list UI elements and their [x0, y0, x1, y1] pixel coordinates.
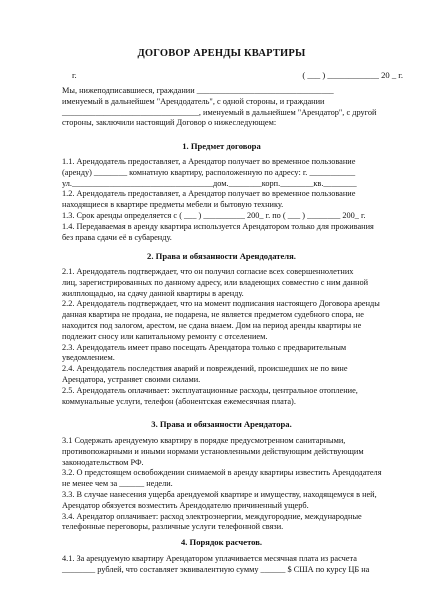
section-4-body [62, 554, 403, 576]
section-heading-4: 4. Порядок расчетов. [180, 537, 263, 547]
city-field: г. [72, 70, 77, 80]
text-line: 1.1. Арендодатель предоставляет, а Арендатор получает во временное пользование [62, 157, 356, 166]
text-line: законодательством РФ. [62, 457, 144, 467]
text-line: 3.4. Арендатор оплачивает: расход электроэнергии, междугородние, международные [62, 511, 362, 521]
text-line: 2.4. Арендодатель последствия аварий и повреждений, происшедших не по вине [62, 364, 348, 374]
text-line: данная квартира не продана, не подарена, не является предметом судебного спора, не [62, 310, 364, 320]
date-field: ( ___ ) ____________ 20 _ г. [302, 70, 403, 80]
text-line: противопожарными и иными нормами установленными действующим действующим [62, 446, 364, 456]
document-title: ДОГОВОР АРЕНДЫ КВАРТИРЫ [137, 48, 306, 59]
text-line: 1.2. Арендодатель предоставляет, а Арендатор получает во временное пользование [62, 189, 356, 199]
section-2-body [62, 267, 403, 407]
text-line: (аренду) ________ комнатную квартиру, расположенную по адресу: г. ___________ [62, 167, 356, 177]
text-line: не менее чем за ______ недели. [62, 479, 173, 489]
text-line: 2.2. Арендодатель подтверждает, что на момент подписания настоящего Договора аренды [62, 299, 380, 309]
section-heading-3: 3. Права и обязанности Арендатора. [151, 419, 292, 429]
text-line: коммунальные услуги, телефон (абонентская ежемесячная плата). [62, 396, 296, 406]
text-line: жилплощадью, на сдачу данной квартиры в аренду. [62, 288, 244, 298]
text-line: _________________________________, именуемый в дальнейшем "Арендатор", с другой [62, 107, 377, 117]
text-line: 4.1. За арендуемую квартиру Арендатором уплачивается месячная плата из расчета [62, 554, 357, 563]
text-line: именуемый в дальнейшем "Арендодатель", с одной стороны, и граждании [62, 96, 325, 106]
text-line: 3.2. О предстоящем освобождении снимаемой в аренду квартиры известить Арендодателя [62, 468, 382, 478]
text-line: 3.3. В случае нанесения ущерба арендуемой квартире и имуществу, находящемуся в ней, [62, 489, 377, 499]
section-3-body [62, 436, 403, 533]
text-line: 1.4. Передаваемая в аренду квартира используется Арендатором только для проживания [62, 221, 374, 231]
text-line: без права сдачи её в субаренду. [62, 232, 172, 242]
text-line: 2.3. Арендодатель имеет право посещать Арендатора только с предварительным [62, 342, 347, 352]
text-line: лиц, зарегистрированных по данному адресу, или владеющих совместно с ним данной [62, 277, 369, 287]
text-line: Арендатора, устраняет своими силами. [62, 374, 201, 384]
text-line: ________ рублей, что составляет эквивалентную сумму ______ $ США по курсу ЦБ на [62, 564, 370, 574]
text-line: уведомлением. [62, 353, 115, 363]
text-line: Мы, нижеподписавшиеся, граждании _________________________________ [62, 86, 334, 95]
text-line: 1.3. Срок аренды определяется с ( ___ ) __________ 200_ г. по ( ___ ) ________ 200_ г. [62, 210, 366, 220]
text-line: находится под залогом, арестом, не сдана внаем. Дом на период аренды квартиры не [62, 320, 362, 330]
text-line: подлежит сносу или капитальному ремонту с отселением. [62, 331, 268, 341]
section-1-body [62, 157, 403, 243]
text-line: 2.1. Арендодатель подтверждает, что он получил согласие всех совершеннолетних [62, 267, 354, 276]
text-line: ул.__________________________________дом.________корп.________кв.________ [62, 178, 357, 188]
text-line: находящиеся в квартире предметы мебели и бытовую технику. [62, 200, 284, 210]
text-line: 2.5. Арендодатель оплачивает: эксплуатационные расходы, центральное отопление, [62, 385, 358, 395]
intro-paragraph [62, 86, 403, 129]
section-heading-1: 1. Предмет договора [182, 141, 261, 151]
text-line: телефонные переговоры, различные услуги телефонной связи. [62, 522, 284, 532]
text-line: Арендатор обязуется возместить Арендодателю причиненный ущерб. [62, 500, 309, 510]
section-heading-2: 2. Права и обязанности Арендодателя. [147, 251, 296, 261]
text-line: 3.1 Содержать арендуемую квартиру в порядке предусмотренном санитарными, [62, 436, 346, 445]
text-line: стороны, заключили настоящий Договор о нижеследующем: [62, 118, 277, 128]
